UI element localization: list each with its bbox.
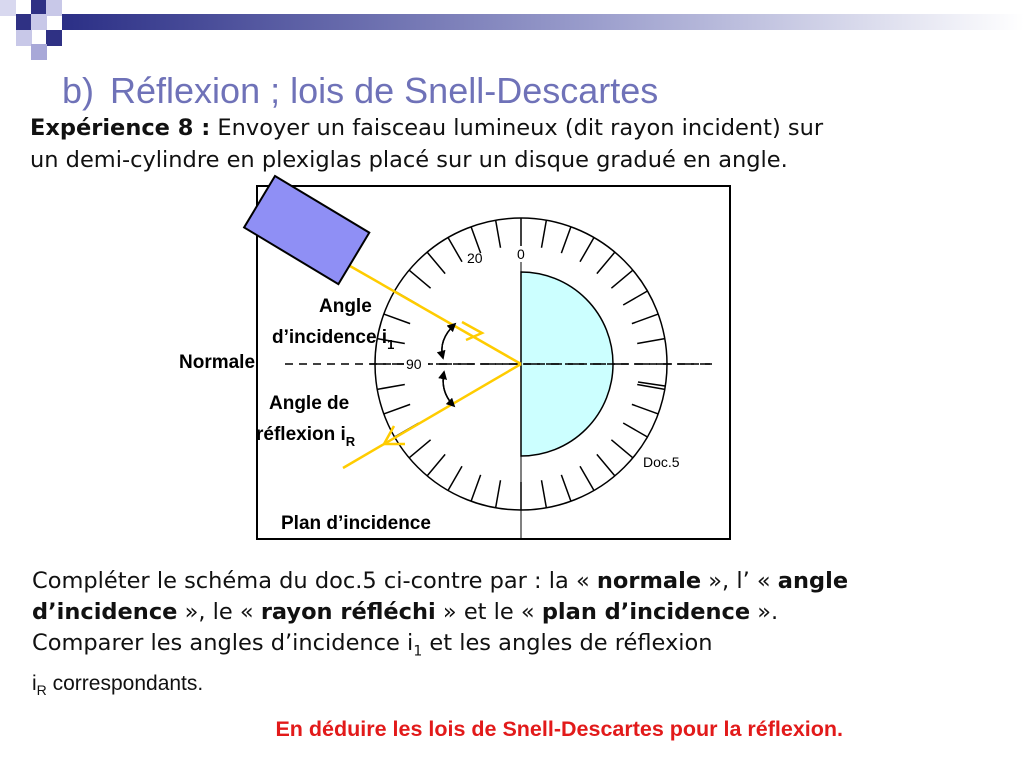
title-number: b) bbox=[62, 70, 95, 111]
plane-of-incidence-label: Plan d’incidence bbox=[281, 513, 431, 534]
experiment-label: Expérience 8 : bbox=[30, 115, 211, 141]
instr-text: Comparer les angles d’incidence i bbox=[32, 630, 414, 656]
experiment-text-line1: Envoyer un faisceau lumineux (dit rayon incident) sur bbox=[210, 115, 824, 141]
incidence-angle-label-sub: 1 bbox=[387, 337, 395, 352]
incidence-angle-label-text: d’incidence i bbox=[272, 327, 388, 348]
instr-text: i bbox=[32, 671, 37, 695]
scale-label-90: 90 bbox=[406, 356, 422, 372]
instr-sub: 1 bbox=[413, 643, 423, 660]
instr-bold-plan: plan d’incidence bbox=[541, 599, 751, 625]
disk-tick bbox=[427, 252, 445, 273]
reflected-ray bbox=[343, 364, 521, 468]
doc-label: Doc.5 bbox=[643, 454, 680, 470]
instr-text: ». bbox=[750, 599, 779, 625]
disk-tick bbox=[471, 475, 481, 501]
disk-tick bbox=[448, 466, 462, 490]
instructions-line4 bbox=[32, 668, 992, 706]
instr-bold-incidence: d’incidence bbox=[32, 599, 178, 625]
instr-text: », le « bbox=[177, 599, 261, 625]
disk-tick bbox=[561, 475, 571, 501]
disk-tick bbox=[632, 404, 658, 414]
experiment-text-line2: un demi-cylindre en plexiglas placé sur un disque gradué en angle. bbox=[30, 147, 788, 173]
conclusion-text: En déduire les lois de Snell-Descartes pour la réflexion. bbox=[275, 717, 843, 741]
disk-tick bbox=[611, 270, 632, 288]
disk-tick bbox=[541, 220, 546, 248]
instr-bold-normale: normale bbox=[596, 568, 702, 594]
disk-tick bbox=[611, 440, 632, 458]
instr-text: » et le « bbox=[435, 599, 542, 625]
incidence-angle-label-line1: Angle bbox=[319, 296, 372, 317]
disk-tick bbox=[597, 454, 615, 475]
scale-label-20: 20 bbox=[467, 250, 483, 266]
instr-text: correspondants. bbox=[46, 671, 204, 695]
disk-tick bbox=[409, 440, 430, 458]
normal-label: Normale bbox=[179, 352, 256, 373]
disk-tick bbox=[448, 238, 462, 262]
instructions-line3 bbox=[32, 628, 992, 668]
instr-bold-angle: angle bbox=[777, 568, 849, 594]
disk-tick bbox=[623, 423, 647, 437]
disk-tick bbox=[597, 252, 615, 273]
disk-tick bbox=[384, 314, 410, 324]
title-text: Réflexion ; lois de Snell-Descartes bbox=[110, 70, 659, 111]
instructions-line1 bbox=[32, 566, 992, 597]
scale-label-0: 0 bbox=[517, 246, 525, 262]
light-source bbox=[244, 176, 369, 284]
disk-tick bbox=[623, 291, 647, 305]
incidence-angle-arc-end bbox=[442, 324, 455, 358]
reflection-angle-label-text: réflexion i bbox=[256, 424, 346, 445]
disk-tick bbox=[409, 270, 430, 288]
reflection-angle-label-line2 bbox=[256, 424, 356, 449]
disk-tick bbox=[427, 454, 445, 475]
instr-bold-rayon: rayon réfléchi bbox=[260, 599, 436, 625]
reflection-angle-label-line1: Angle de bbox=[269, 393, 350, 414]
disk-tick bbox=[377, 384, 405, 389]
disk-tick bbox=[496, 220, 501, 248]
instr-text: et les angles de réflexion bbox=[422, 630, 713, 656]
disk-tick bbox=[384, 404, 410, 414]
disk-tick bbox=[561, 227, 571, 253]
instructions bbox=[32, 566, 992, 706]
reflection-angle-label-sub: R bbox=[345, 434, 356, 449]
instr-sub: R bbox=[36, 681, 47, 698]
disk-tick bbox=[580, 238, 594, 262]
instr-text: Compléter le schéma du doc.5 ci-contre par : la « bbox=[32, 568, 597, 594]
instructions-line2 bbox=[32, 597, 992, 628]
reflection-angle-arc-end bbox=[443, 372, 454, 406]
disk-tick bbox=[637, 339, 665, 344]
instr-text: », l’ « bbox=[701, 568, 778, 594]
disk-tick bbox=[541, 480, 546, 508]
disk-tick bbox=[632, 314, 658, 324]
disk-tick bbox=[580, 466, 594, 490]
disk-tick bbox=[496, 480, 501, 508]
